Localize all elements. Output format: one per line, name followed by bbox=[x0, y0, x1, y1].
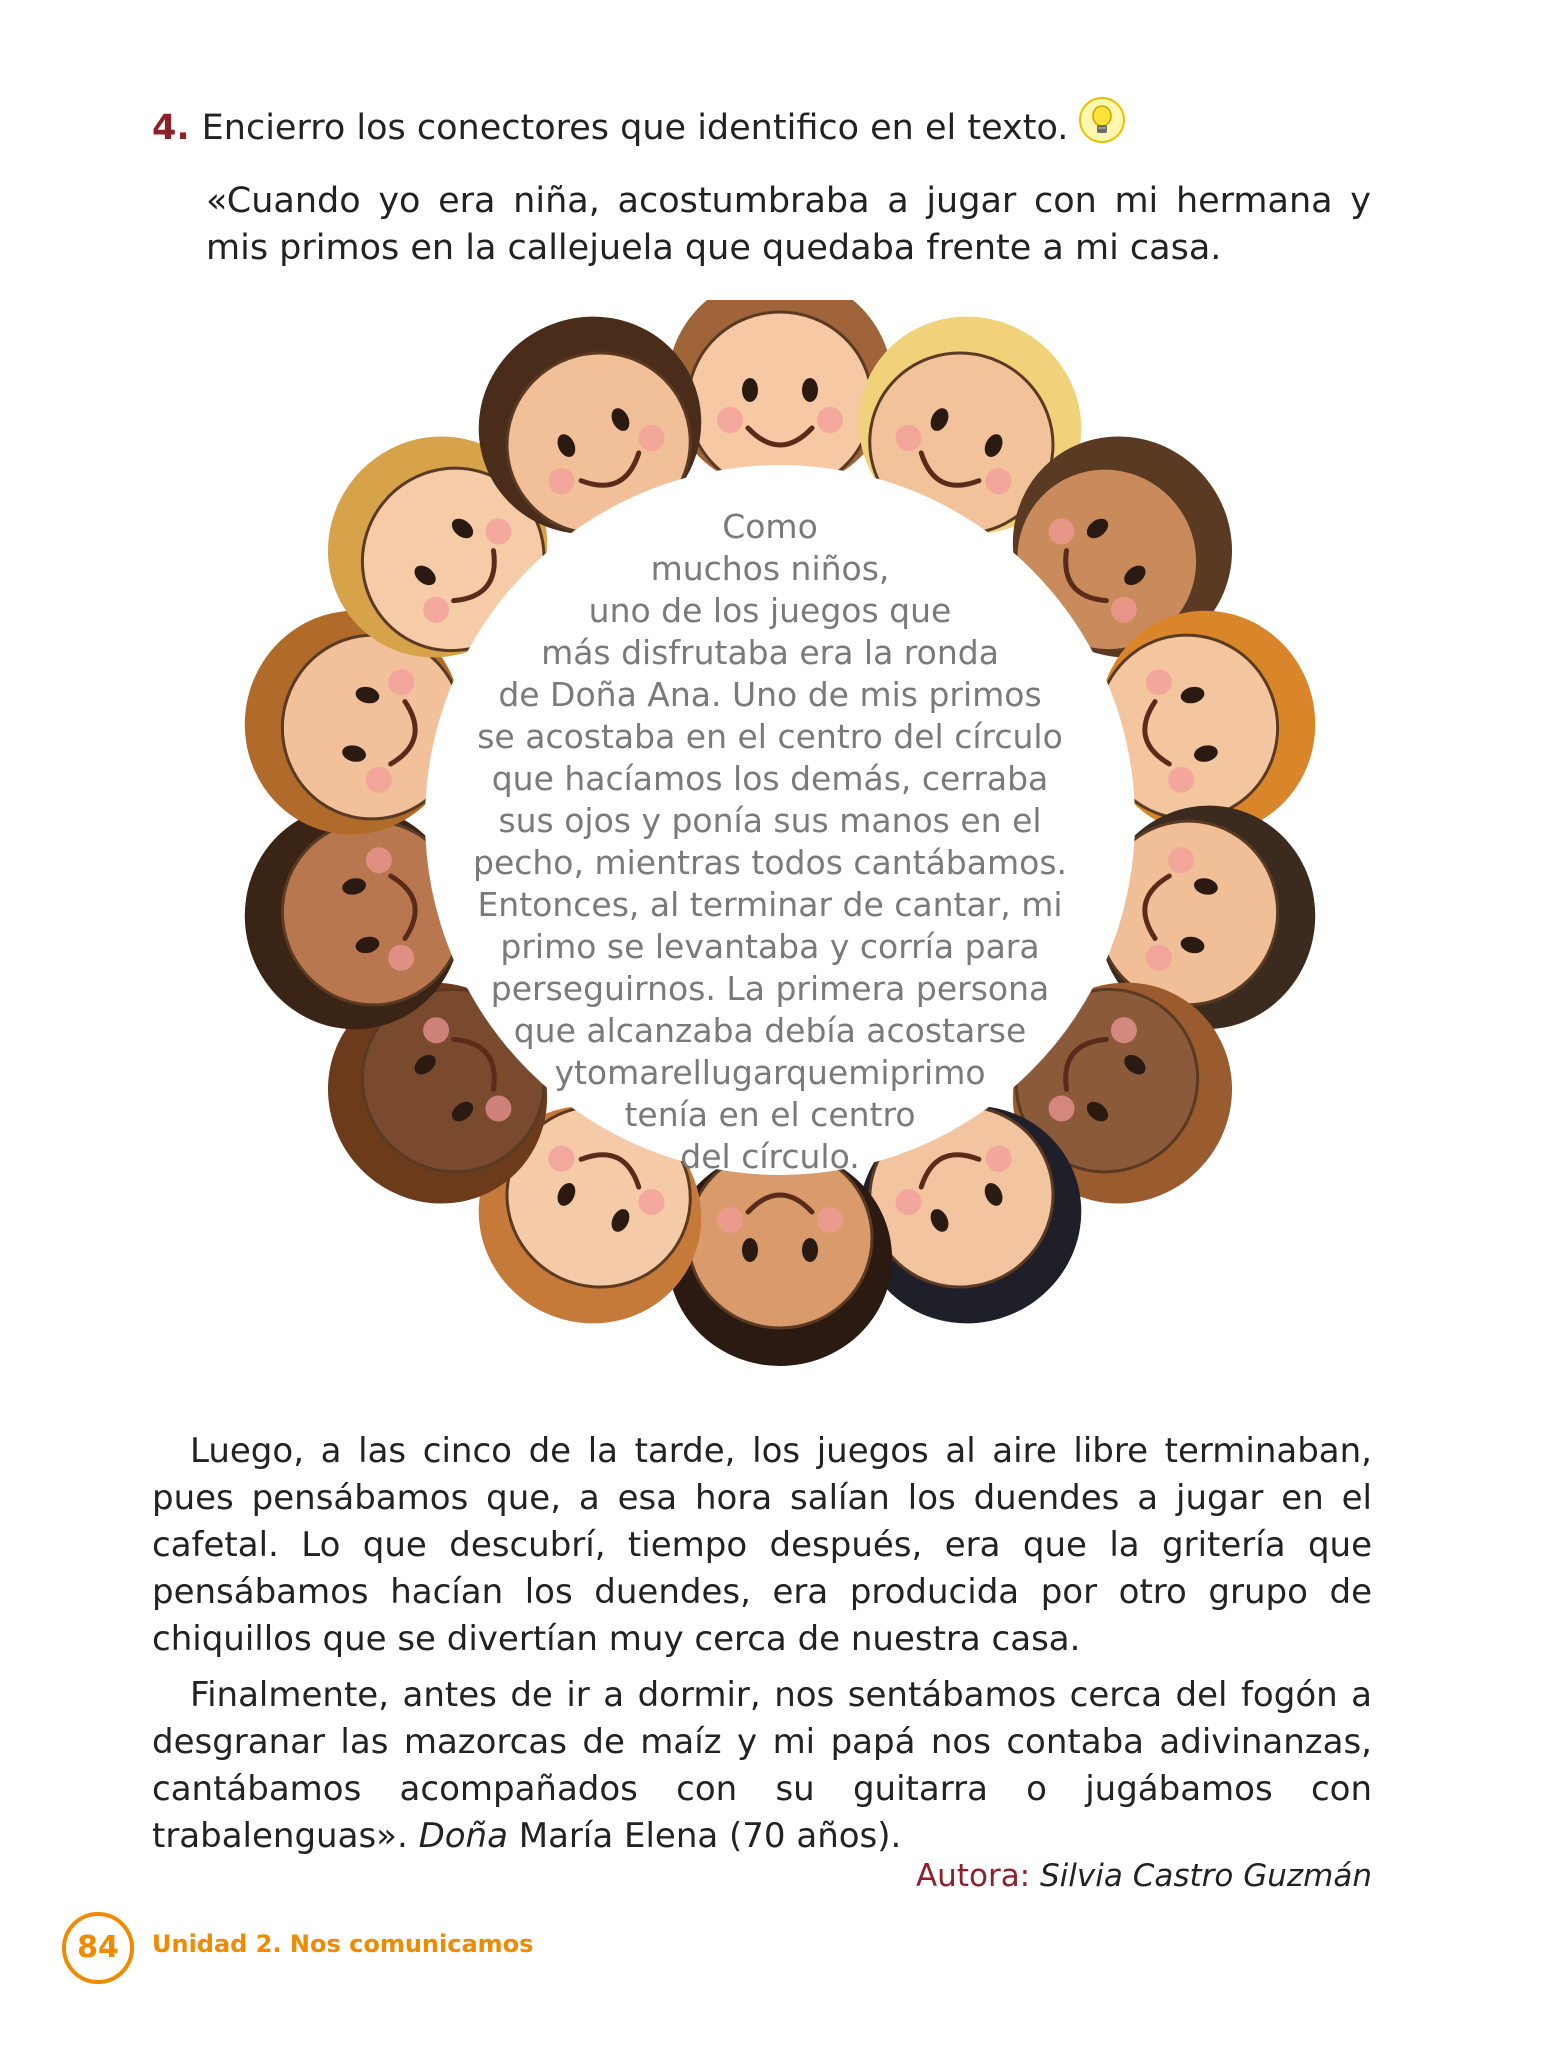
circle-text-line: de Doña Ana. Uno de mis primos bbox=[498, 675, 1042, 714]
activity-number: 4. bbox=[152, 108, 190, 148]
activity-instruction bbox=[152, 108, 1068, 148]
circle-text-line: del círculo. bbox=[680, 1137, 860, 1176]
signature-name: María Elena (70 años). bbox=[507, 1816, 902, 1856]
author-name: Silvia Castro Guzmán bbox=[1039, 1858, 1372, 1894]
unit-title: Unidad 2. Nos comunicamos bbox=[152, 1930, 534, 1958]
story-paragraph-3 bbox=[152, 1672, 1372, 1860]
circle-text-line: que hacíamos los demás, cerraba bbox=[491, 759, 1049, 798]
circle-text-line: pecho, mientras todos cantábamos. bbox=[473, 843, 1067, 882]
circle-text-line: ytomarellugarquemiprimo bbox=[554, 1053, 986, 1092]
signature-title: Doña bbox=[418, 1816, 508, 1856]
author-credit bbox=[916, 1858, 1372, 1894]
paragraph-2-text: Luego, a las cinco de la tarde, los juegos al aire libre terminaban, pues pensábamos que, a esa hora salían los duendes a jugar en el cafetal. Lo que descubrí, tiempo después, era que la gritería que pensábamos hacían los duendes, era producida por otro grupo de chiquillos que se divertían muy cerca de nuestra casa. bbox=[152, 1431, 1372, 1659]
story-intro bbox=[206, 178, 1371, 272]
circle-text-line: más disfrutaba era la ronda bbox=[541, 633, 999, 672]
paragraph-3-text: Finalmente, antes de ir a dormir, nos sentábamos cerca del fogón a desgranar las mazorcas de maíz y mi papá nos contaba adivinanzas, cantábamos acompañados con su guitarra o jugábamos con trabalenguas». bbox=[152, 1675, 1372, 1856]
circle-text-line: uno de los juegos que bbox=[588, 591, 952, 630]
story-intro-line-2: mis primos en la callejuela que quedaba frente a mi casa. bbox=[206, 228, 1222, 268]
circle-story-text bbox=[420, 506, 1120, 1178]
circle-text-line: perseguirnos. La primera persona bbox=[490, 969, 1050, 1008]
circle-text-line: sus ojos y ponía sus manos en el bbox=[498, 801, 1042, 840]
paragraph-3-body bbox=[152, 1672, 1372, 1860]
circle-text-line: que alcanzaba debía acostarse bbox=[513, 1011, 1027, 1050]
activity-text: Encierro los conectores que identifico en el texto. bbox=[201, 108, 1069, 148]
child-face bbox=[668, 300, 892, 492]
child-face bbox=[668, 1148, 892, 1366]
circle-text-line: tenía en el centro bbox=[624, 1095, 916, 1134]
circle-text-line: primo se levantaba y corría para bbox=[500, 927, 1040, 966]
circle-text-line: se acostaba en el centro del círculo bbox=[477, 717, 1063, 756]
page-number: 84 bbox=[62, 1912, 134, 1984]
circle-text-line: Entonces, al terminar de cantar, mi bbox=[477, 885, 1063, 924]
circle-text-line: muchos niños, bbox=[650, 549, 890, 588]
circle-text-line: Como bbox=[722, 507, 818, 546]
author-label: Autora: bbox=[915, 1858, 1040, 1894]
lightbulb-icon bbox=[1078, 96, 1126, 144]
story-paragraph-2 bbox=[152, 1428, 1372, 1663]
story-intro-line-1: «Cuando yo era niña, acostumbraba a jugar con mi hermana y bbox=[206, 181, 1371, 221]
